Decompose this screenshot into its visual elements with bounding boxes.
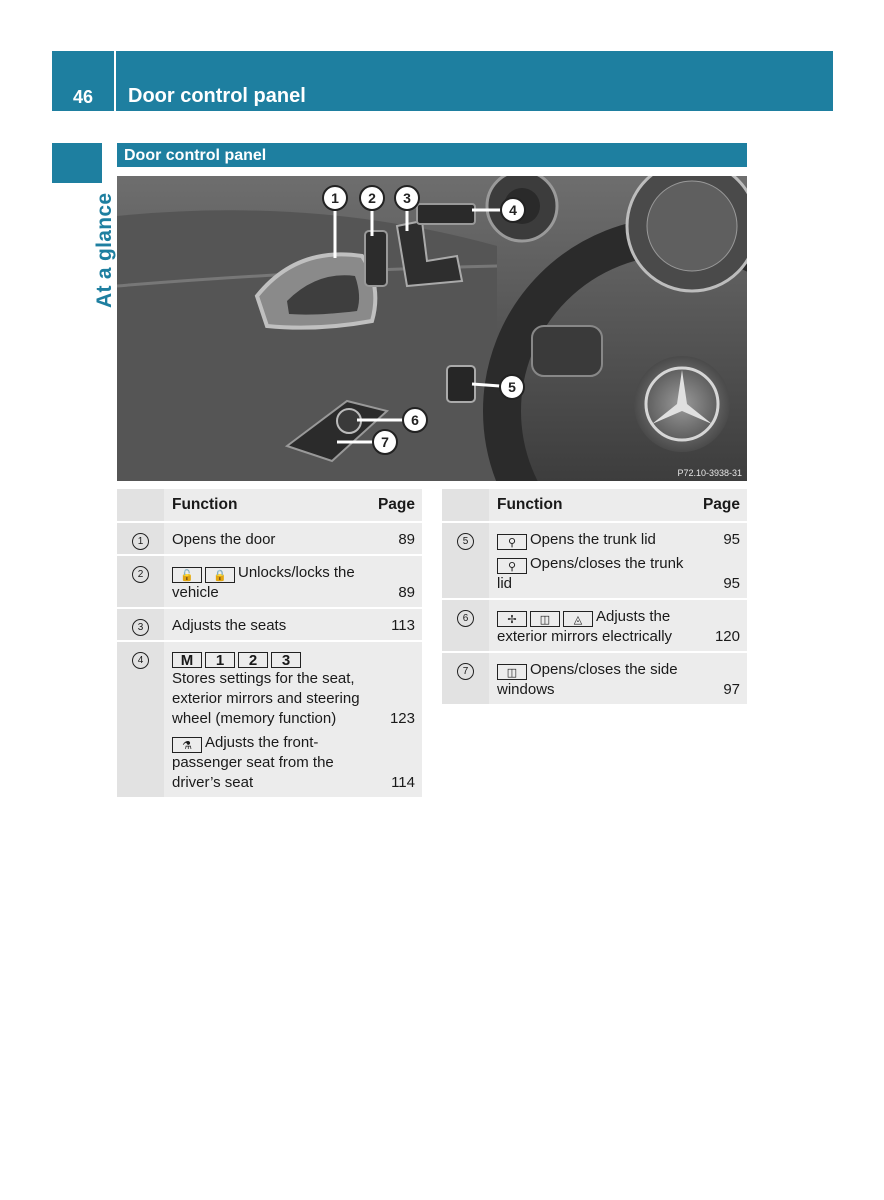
item-number: 1 — [132, 533, 149, 550]
unlock-icon: 🔓 — [172, 567, 202, 583]
callout-2 — [360, 186, 384, 210]
callout-6 — [403, 408, 427, 432]
table-row — [117, 522, 422, 555]
table-row — [442, 652, 747, 704]
callout-4-label: 4 — [509, 202, 517, 218]
side-tab — [52, 143, 102, 183]
function-text: Adjusts the seats — [164, 608, 378, 641]
function-text: Opens the trunk lid — [530, 531, 656, 548]
memory-3-key: 3 — [271, 652, 301, 668]
callout-3 — [395, 186, 419, 210]
memory-2-key: 2 — [238, 652, 268, 668]
function-header: Function — [164, 489, 378, 522]
function-header: Function — [489, 489, 703, 522]
table-row — [117, 641, 422, 797]
callout-4 — [501, 198, 525, 222]
callout-1-label: 1 — [331, 190, 339, 206]
callout-7-label: 7 — [381, 434, 389, 450]
page-title: Door control panel — [128, 85, 306, 107]
page-ref[interactable]: 89 — [378, 522, 422, 555]
mirror-adjust-icon: ✢ — [497, 611, 527, 627]
callout-5-label: 5 — [508, 379, 516, 395]
item-number: 4 — [132, 652, 149, 669]
door-panel-illustration — [117, 176, 747, 481]
front-passenger-seat-icon: ⚗ — [172, 737, 202, 753]
callout-1 — [323, 186, 347, 210]
section-title: Door control panel — [124, 147, 267, 164]
page-ref[interactable]: 89 — [378, 555, 422, 608]
page-ref-2[interactable]: 95 — [723, 575, 740, 592]
table-row — [442, 522, 747, 599]
memory-1-key: 1 — [205, 652, 235, 668]
callout-6-label: 6 — [411, 412, 419, 428]
function-text-2: Adjusts the front-passenger seat from the driver’s seat — [172, 734, 334, 791]
side-chapter-label: At a glance — [93, 192, 116, 308]
item-number: 5 — [457, 533, 474, 550]
function-text: Unlocks/locks the vehicle — [172, 564, 355, 601]
trunk-open-close-icon: ⚲ — [497, 558, 527, 574]
table-row — [117, 608, 422, 641]
page-header-cell: Page — [378, 489, 422, 522]
lock-icon: 🔒 — [205, 567, 235, 583]
window-icon: ◫ — [497, 664, 527, 680]
page-header-cell: Page — [703, 489, 747, 522]
table-header — [442, 489, 747, 522]
page-number: 46 — [52, 51, 116, 111]
function-text: Stores settings for the seat, exterior mirrors and steering wheel (memory function) — [172, 670, 360, 727]
page-ref[interactable]: 95 — [723, 531, 740, 548]
function-text-2: Opens/closes the trunk lid — [497, 555, 684, 592]
table-header — [117, 489, 422, 522]
function-table-right — [442, 489, 747, 704]
callout-2-label: 2 — [368, 190, 376, 206]
right-mirror-icon: ◬ — [563, 611, 593, 627]
door-panel-photo — [117, 176, 747, 481]
page-ref[interactable]: 113 — [378, 608, 422, 641]
table-row — [117, 555, 422, 608]
table-row — [442, 599, 747, 652]
function-text: Opens the door — [164, 522, 378, 555]
left-mirror-icon: ◫ — [530, 611, 560, 627]
item-number: 7 — [457, 663, 474, 680]
memory-m-key: M — [172, 652, 202, 668]
trunk-open-icon: ⚲ — [497, 534, 527, 550]
page-header — [52, 51, 833, 111]
callout-3-label: 3 — [403, 190, 411, 206]
item-number: 6 — [457, 610, 474, 627]
item-number: 2 — [132, 566, 149, 583]
callout-7 — [373, 430, 397, 454]
callout-5 — [500, 375, 524, 399]
function-table-left — [117, 489, 422, 797]
page-ref[interactable]: 120 — [703, 599, 747, 652]
image-reference-code: P72.10-3938-31 — [677, 468, 742, 478]
function-text: Adjusts the exterior mirrors electrically — [497, 608, 673, 645]
page-ref[interactable]: 123 — [389, 710, 415, 727]
page-ref-2[interactable]: 114 — [391, 774, 415, 791]
section-title-bar — [117, 143, 747, 167]
page-ref[interactable]: 97 — [703, 652, 747, 704]
item-number: 3 — [132, 619, 149, 636]
function-text: Opens/closes the side windows — [497, 661, 678, 698]
